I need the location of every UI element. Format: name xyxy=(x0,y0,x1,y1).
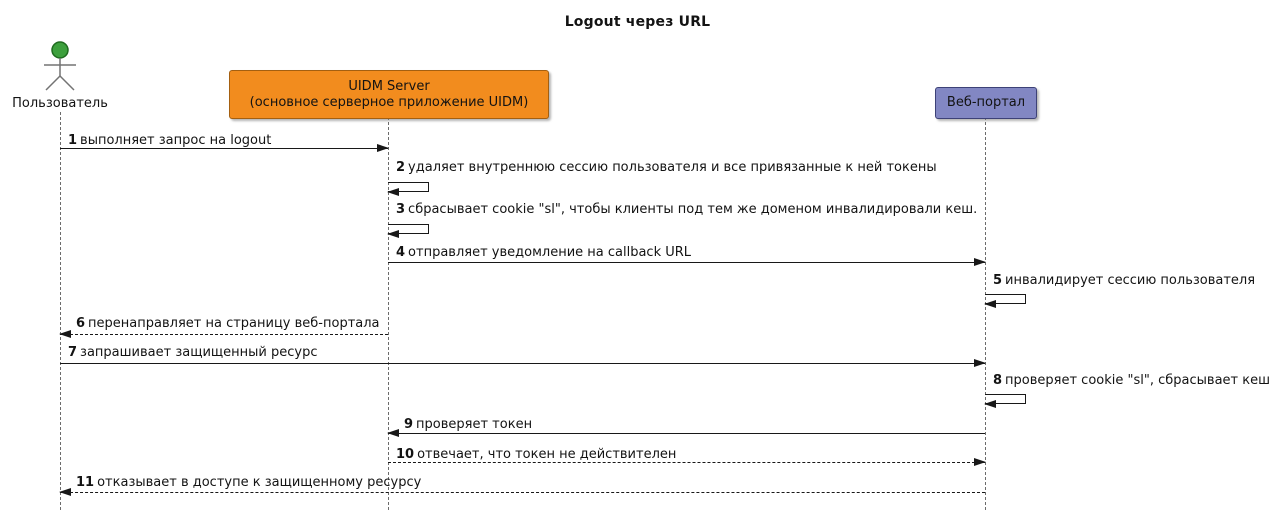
participant-uidm-subtitle: (основное серверное приложение UIDM) xyxy=(249,94,529,110)
lifeline-uidm xyxy=(388,117,389,510)
message-label: 8 проверяет cookie "sl", сбрасывает кеш xyxy=(993,373,1270,388)
message-label: 4 отправляет уведомление на callback URL xyxy=(396,245,692,260)
message-label: 6 перенаправляет на страницу веб-портала xyxy=(76,316,380,331)
message-arrow xyxy=(60,334,388,335)
person-icon xyxy=(40,40,80,94)
self-message-arrow xyxy=(985,394,1026,404)
message-label: 3 сбрасывает cookie "sl", чтобы клиенты под тем же доменом инвалидировали кеш. xyxy=(396,202,978,217)
message-label: 5 инвалидирует сессию пользователя xyxy=(993,273,1256,288)
participant-uidm-name: UIDM Server xyxy=(348,78,430,94)
message-arrow xyxy=(388,433,985,434)
self-message-arrow xyxy=(985,294,1026,304)
message-label: 10 отвечает, что токен не действителен xyxy=(396,447,677,462)
self-message-arrow xyxy=(388,182,429,192)
message-arrow xyxy=(60,363,985,364)
participant-uidm xyxy=(229,70,549,119)
message-arrow xyxy=(60,148,388,149)
message-arrow xyxy=(388,462,985,463)
lifeline-user xyxy=(60,112,61,510)
message-arrow xyxy=(388,262,985,263)
participant-portal xyxy=(935,87,1037,119)
lifeline-portal xyxy=(985,117,986,510)
self-message-arrow xyxy=(388,224,429,234)
message-label: 11 отказывает в доступе к защищенному ресурсу xyxy=(76,475,422,490)
message-label: 2 удаляет внутреннюю сессию пользователя и все привязанные к ней токены xyxy=(396,160,937,175)
message-label: 1 выполняет запрос на logout xyxy=(68,133,272,148)
participant-portal-name: Веб-портал xyxy=(946,95,1026,110)
actor-user-label: Пользователь xyxy=(12,96,108,111)
diagram-title: Logout через URL xyxy=(564,14,711,30)
message-label: 7 запрашивает защищенный ресурс xyxy=(68,345,318,360)
message-arrow xyxy=(60,492,985,493)
message-label: 9 проверяет токен xyxy=(404,417,533,432)
